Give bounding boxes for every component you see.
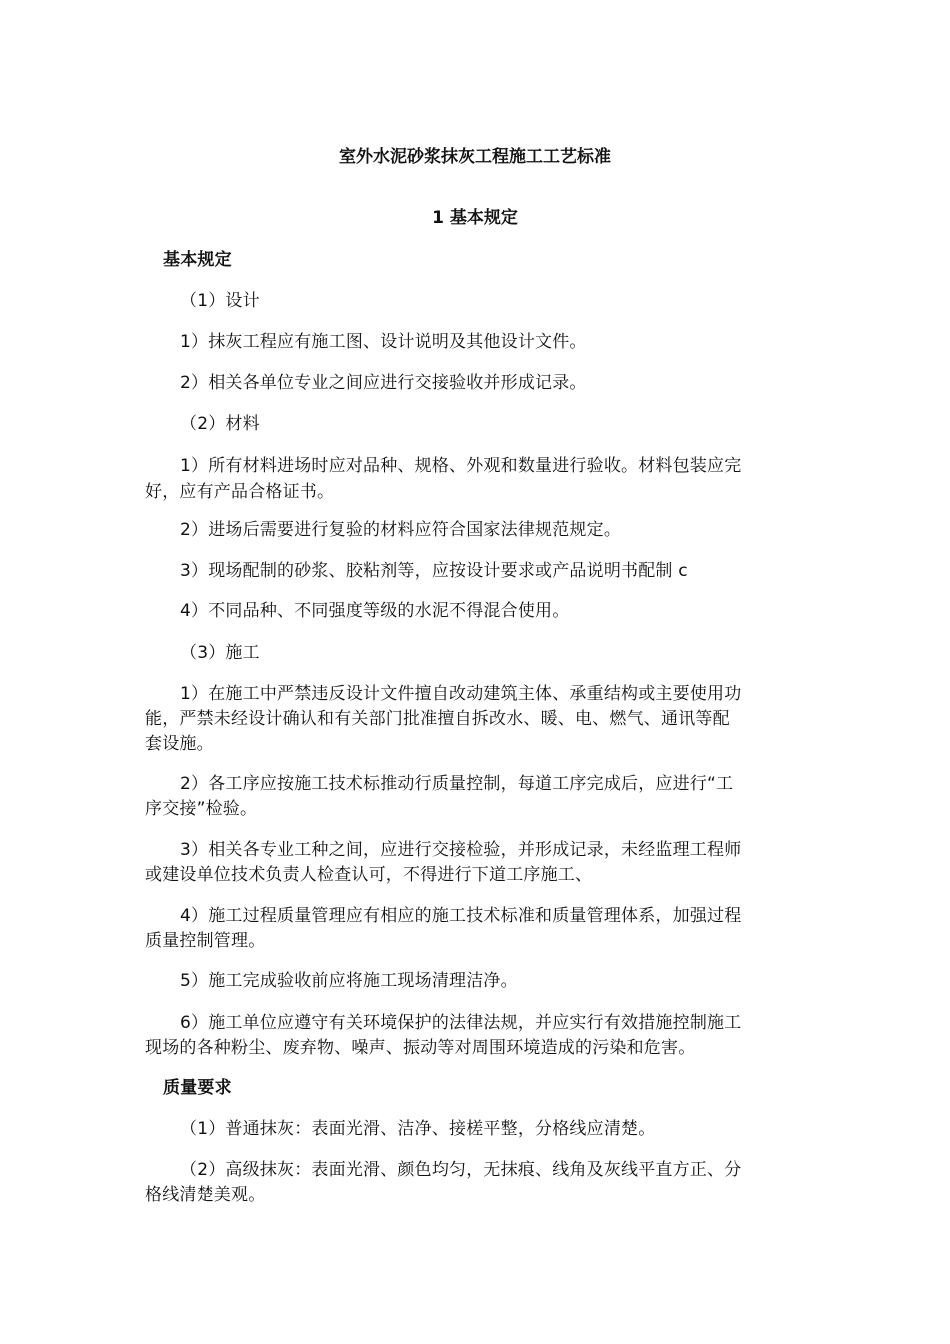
- material-item-1-line-1: 1）所有材料进场时应对品种、规格、外观和数量进行验收。材料包装应完: [180, 456, 742, 476]
- design-item-2: 2）相关各单位专业之间应进行交接验收并形成记录。: [180, 373, 587, 393]
- design-item-1: 1）抹灰工程应有施工图、设计说明及其他设计文件。: [180, 332, 587, 352]
- construction-item-1-line-1: 1）在施工中严禁违反设计文件擅自改动建筑主体、承重结构或主要使用功: [180, 684, 742, 704]
- construction-item-3-line-2: 或建设单位技术负责人检查认可，不得进行下道工序施工、: [145, 865, 593, 885]
- construction-item-4-line-2: 质量控制管理。: [145, 931, 266, 951]
- construction-item-1-line-2: 能，严禁未经设计确认和有关部门批准擅自拆改水、暖、电、燃气、通讯等配: [145, 709, 730, 729]
- construction-item-3-line-1: 3）相关各专业工种之间，应进行交接检验，并形成记录，未经监理工程师: [180, 840, 742, 860]
- section-heading: 1 基本规定: [432, 208, 518, 228]
- material-item-2: 2）进场后需要进行复验的材料应符合国家法律规范规定。: [180, 520, 622, 540]
- construction-item-2-line-2: 序交接”检验。: [145, 799, 258, 819]
- construction-item-2-line-1: 2）各工序应按施工技术标推动行质量控制，每道工序完成后，应进行“工: [180, 774, 734, 794]
- construction-item-1-line-3: 套设施。: [145, 734, 214, 754]
- construction-item-6-line-2: 现场的各种粉尘、废弃物、噪声、振动等对周围环境造成的污染和危害。: [145, 1038, 696, 1058]
- design-heading: （1）设计: [180, 291, 260, 311]
- construction-item-5: 5）施工完成验收前应将施工现场清理洁净。: [180, 971, 518, 991]
- subsection-heading-quality: 质量要求: [163, 1078, 232, 1098]
- material-item-3: 3）现场配制的砂浆、胶粘剂等，应按设计要求或产品说明书配制 c: [180, 561, 688, 581]
- construction-item-4-line-1: 4）施工过程质量管理应有相应的施工技术标准和质量管理体系，加强过程: [180, 906, 742, 926]
- material-item-4: 4）不同品种、不同强度等级的水泥不得混合使用。: [180, 601, 570, 621]
- document-title: 室外水泥砂浆抹灰工程施工工艺标准: [339, 147, 611, 167]
- construction-heading: （3）施工: [180, 643, 260, 663]
- construction-item-6-line-1: 6）施工单位应遵守有关环境保护的法律法规，并应实行有效措施控制施工: [180, 1013, 742, 1033]
- quality-item-2-line-1: （2）高级抹灰：表面光滑、颜色均匀，无抹痕、线角及灰线平直方正、分: [180, 1160, 742, 1180]
- quality-item-2-line-2: 格线清楚美观。: [145, 1185, 266, 1205]
- material-item-1-line-2: 好，应有产品合格证书。: [145, 482, 335, 502]
- material-heading: （2）材料: [180, 414, 260, 434]
- quality-item-1: （1）普通抹灰：表面光滑、洁净、接槎平整，分格线应清楚。: [180, 1119, 656, 1139]
- subsection-heading-basic: 基本规定: [163, 250, 232, 270]
